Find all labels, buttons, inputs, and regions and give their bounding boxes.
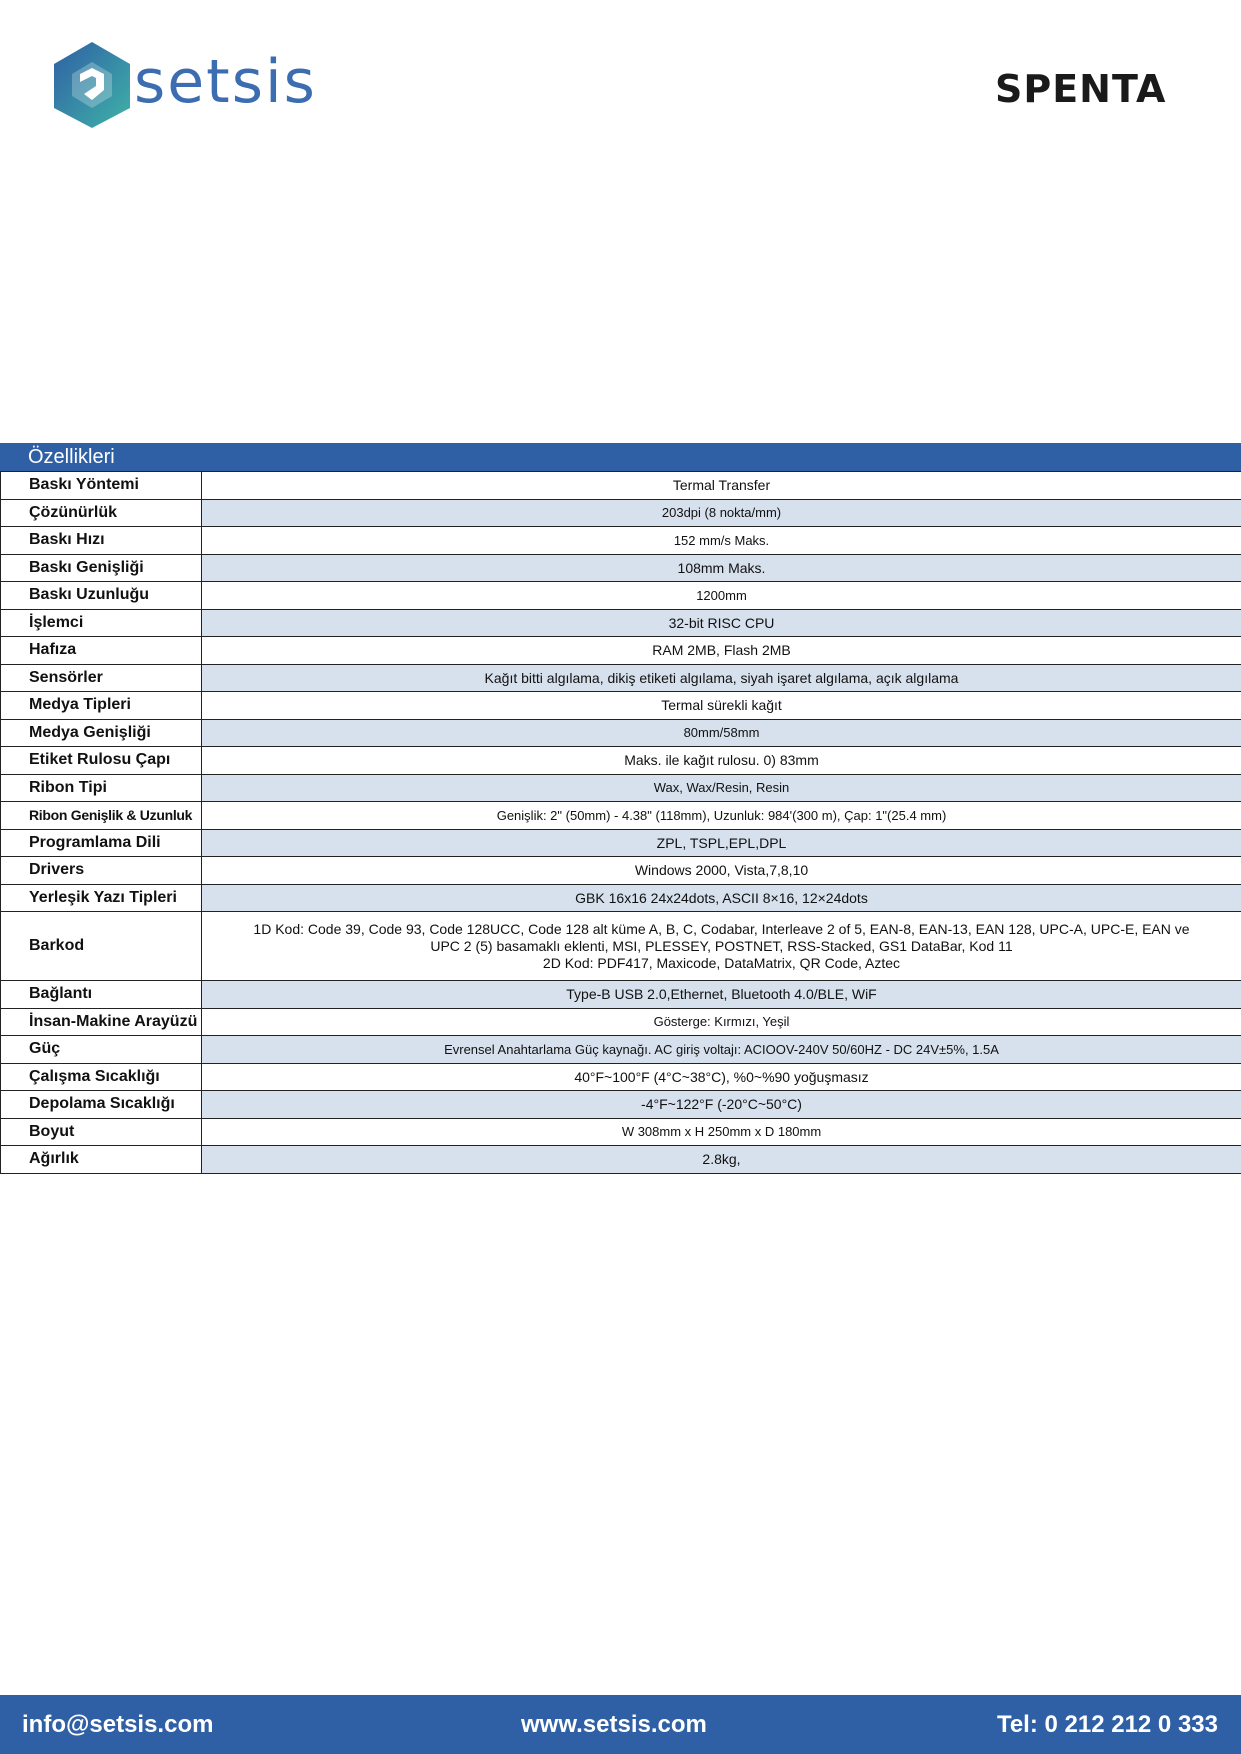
- spec-key: Baskı Yöntemi: [0, 472, 202, 499]
- spec-value: 2.8kg,: [202, 1146, 1241, 1173]
- spec-value: 1200mm: [696, 587, 747, 603]
- spec-row: [0, 857, 1241, 885]
- spec-key: Programlama Dili: [0, 830, 202, 857]
- spec-row: [0, 1064, 1241, 1092]
- spec-row: [0, 1036, 1241, 1064]
- spec-key: Yerleşik Yazı Tipleri: [0, 885, 202, 912]
- spec-key: Sensörler: [0, 665, 202, 692]
- spec-value: Wax, Wax/Resin, Resin: [202, 775, 1241, 802]
- spec-key: Boyut: [0, 1119, 202, 1146]
- spec-key: Ribon Genişlik & Uzunluk: [0, 802, 202, 829]
- spec-row: [0, 582, 1241, 610]
- spec-key: Medya Genişliği: [0, 720, 202, 747]
- spec-value: Kağıt bitti algılama, dikiş etiketi algılama, siyah işaret algılama, açık algılama: [202, 665, 1241, 692]
- spec-row: [0, 1146, 1241, 1174]
- spec-value: ZPL, TSPL,EPL,DPL: [202, 830, 1241, 857]
- spec-row: [0, 912, 1241, 981]
- spec-key: Baskı Genişliği: [0, 555, 202, 582]
- spec-row: [0, 500, 1241, 528]
- spec-row: [0, 1009, 1241, 1037]
- spec-row: [0, 665, 1241, 693]
- spec-row: [0, 527, 1241, 555]
- spec-key: Barkod: [0, 912, 202, 980]
- spec-value: [202, 912, 1241, 980]
- spec-key: Etiket Rulosu Çapı: [0, 747, 202, 774]
- spec-row: [0, 692, 1241, 720]
- spec-row: [0, 555, 1241, 583]
- spec-key: Depolama Sıcaklığı: [0, 1091, 202, 1118]
- spec-value: Evrensel Anahtarlama Güç kaynağı. AC giriş voltajı: ACIOOV-240V 50/60HZ - DC 24V±5%, 1.5A: [202, 1036, 1241, 1063]
- spec-key: Baskı Uzunluğu: [0, 582, 202, 609]
- spec-key: Baskı Hızı: [0, 527, 202, 554]
- spec-key: Güç: [0, 1036, 202, 1063]
- spec-row: [0, 1091, 1241, 1119]
- footer-website-link[interactable]: www.setsis.com: [521, 1711, 707, 1738]
- spenta-logo: SPENTA: [995, 67, 1167, 111]
- spec-row: [0, 830, 1241, 858]
- spec-row: [0, 775, 1241, 803]
- spec-value: -4°F~122°F (-20°C~50°C): [202, 1091, 1241, 1118]
- spec-value: 203dpi (8 nokta/mm): [202, 500, 1241, 527]
- spec-key: Hafıza: [0, 637, 202, 664]
- barcode-line: 1D Kod: Code 39, Code 93, Code 128UCC, Code 128 alt küme A, B, C, Codabar, Interleave 2 of 5, EAN-8, EAN-13, EAN 128, UPC-A, UPC-E, EAN ve: [253, 920, 1190, 937]
- spec-row: [0, 802, 1241, 830]
- spec-key: Drivers: [0, 857, 202, 884]
- spec-key: İşlemci: [0, 610, 202, 637]
- barcode-line: UPC 2 (5) basamaklı eklenti, MSI, PLESSEY, POSTNET, RSS-Stacked, GS1 DataBar, Kod 11: [430, 937, 1013, 954]
- setsis-wordmark: setsis: [134, 47, 317, 117]
- spec-table: [0, 443, 1241, 1174]
- spec-value: 40°F~100°F (4°C~38°C), %0~%90 yoğuşmasız: [574, 1068, 869, 1085]
- spec-key: Medya Tipleri: [0, 692, 202, 719]
- footer-phone: Tel: 0 212 212 0 333: [996, 1711, 1218, 1738]
- spec-value: GBK 16x16 24x24dots, ASCII 8×16, 12×24dots: [202, 885, 1241, 912]
- spec-value: 108mm Maks.: [202, 555, 1241, 582]
- spec-value: 80mm/58mm: [202, 720, 1241, 747]
- spec-value: Type-B USB 2.0,Ethernet, Bluetooth 4.0/BLE, WiF: [202, 981, 1241, 1008]
- spec-key: Bağlantı: [0, 981, 202, 1008]
- spec-row: [0, 471, 1241, 500]
- spec-value: W 308mm x H 250mm x D 180mm: [621, 1124, 822, 1140]
- footer-email-link[interactable]: info@setsis.com: [22, 1711, 214, 1738]
- spec-key: İnsan-Makine Arayüzü: [0, 1009, 202, 1036]
- spec-value: Termal Transfer: [672, 477, 771, 494]
- spec-row: [0, 981, 1241, 1009]
- spec-value: Genişlik: 2" (50mm) - 4.38" (118mm), Uzunluk: 984'(300 m), Çap: 1"(25.4 mm): [496, 807, 947, 823]
- spec-value: RAM 2MB, Flash 2MB: [652, 642, 791, 659]
- spec-row: [0, 610, 1241, 638]
- spec-value: 152 mm/s Maks.: [673, 532, 770, 548]
- footer-bar: [0, 1695, 1241, 1754]
- spec-value: Termal sürekli kağıt: [661, 697, 782, 714]
- setsis-logo: [50, 40, 340, 130]
- spec-row: [0, 637, 1241, 665]
- spec-key: Ağırlık: [0, 1146, 202, 1173]
- spec-value: Windows 2000, Vista,7,8,10: [634, 862, 809, 879]
- spec-value: Maks. ile kağıt rulosu. 0) 83mm: [624, 752, 819, 769]
- spec-row: [0, 885, 1241, 913]
- spec-row: [0, 747, 1241, 775]
- spec-key: Ribon Tipi: [0, 775, 202, 802]
- setsis-hexagon-icon: [50, 40, 134, 130]
- spec-row: [0, 1119, 1241, 1147]
- spec-key: Çalışma Sıcaklığı: [0, 1064, 202, 1091]
- spec-key: Çözünürlük: [0, 500, 202, 527]
- spec-title: Özellikleri: [0, 443, 1241, 471]
- barcode-line: 2D Kod: PDF417, Maxicode, DataMatrix, QR Code, Aztec: [542, 954, 901, 971]
- spec-value: 32-bit RISC CPU: [202, 610, 1241, 637]
- spec-row: [0, 720, 1241, 748]
- spec-value: Gösterge: Kırmızı, Yeşil: [653, 1014, 790, 1030]
